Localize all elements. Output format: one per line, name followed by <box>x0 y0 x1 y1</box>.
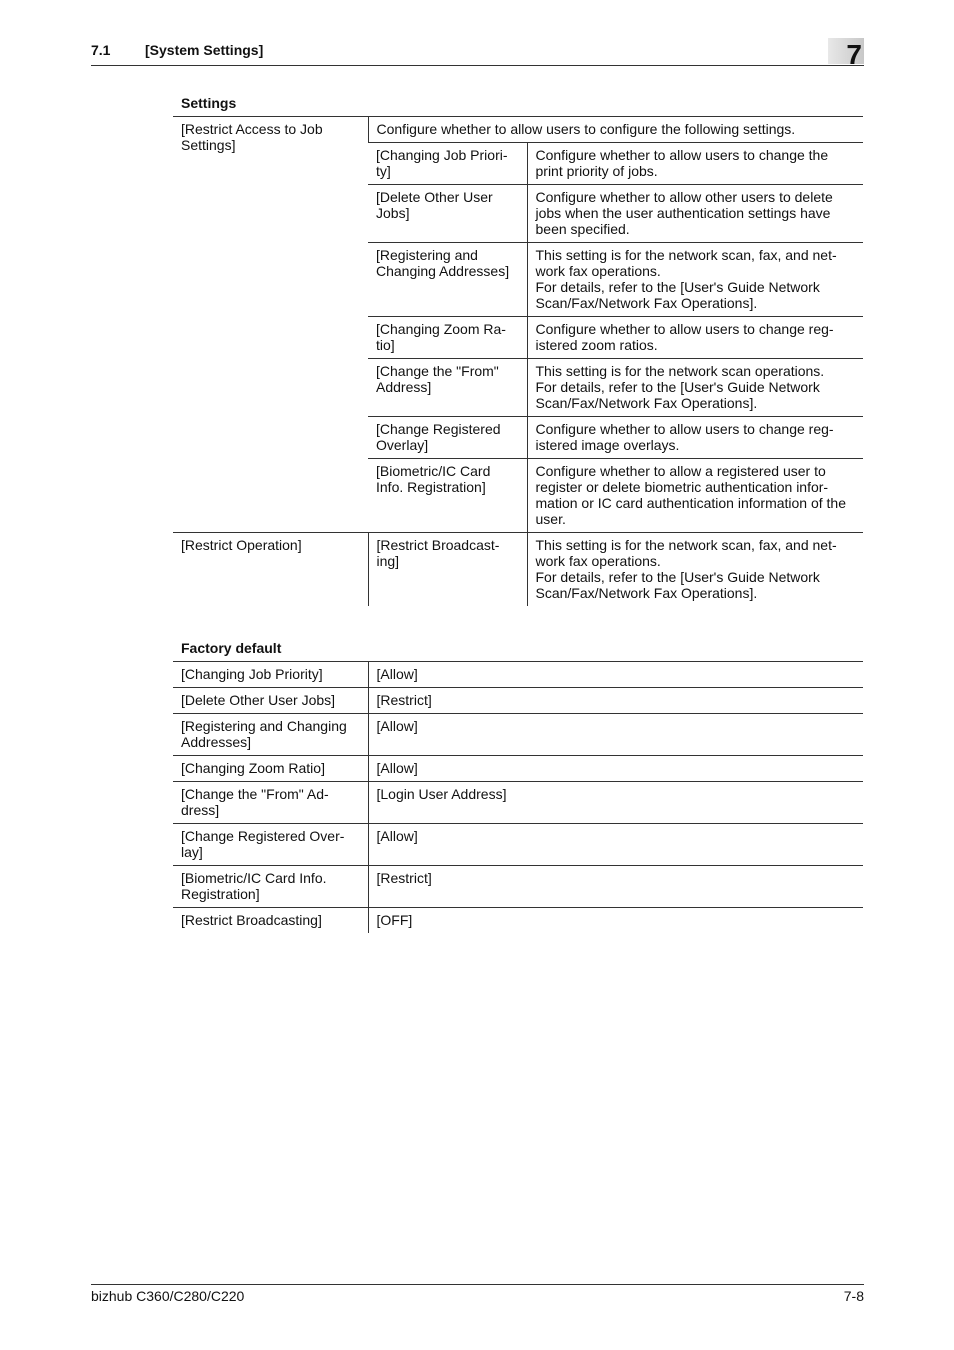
section-number: 7.1 <box>91 42 111 58</box>
setting-label: [Change Registered Overlay] <box>368 417 527 459</box>
default-setting: [Changing Job Priority] <box>173 662 368 688</box>
factory-default-heading: Factory default <box>181 640 282 656</box>
default-setting: [Changing Zoom Ratio] <box>173 756 368 782</box>
default-setting: [Change Registered Over-lay] <box>173 824 368 866</box>
page-header <box>91 39 864 70</box>
product-name: bizhub C360/C280/C220 <box>91 1288 245 1304</box>
default-value: [Login User Address] <box>368 782 863 824</box>
group-intro: Configure whether to allow users to configure the following settings. <box>368 117 863 143</box>
default-setting: [Registering and Changing Addresses] <box>173 714 368 756</box>
table-row <box>173 824 863 866</box>
chapter-number: 7 <box>846 39 862 70</box>
table-row <box>173 662 863 688</box>
section-title: [System Settings] <box>145 42 264 58</box>
default-value: [Allow] <box>368 714 863 756</box>
setting-description: This setting is for the network scan operations. For details, refer to the [User's Guide Network Scan/Fax/Network Fax Operations]. <box>527 359 863 417</box>
table-row <box>173 866 863 908</box>
default-setting: [Change the "From" Ad-dress] <box>173 782 368 824</box>
setting-label: [Change the "From" Address] <box>368 359 527 417</box>
setting-label: [Changing Job Priori-ty] <box>368 143 527 185</box>
table-row <box>173 908 863 934</box>
table-row <box>173 714 863 756</box>
chapter-tab <box>828 38 864 70</box>
setting-label: [Changing Zoom Ra-tio] <box>368 317 527 359</box>
settings-table <box>173 116 863 606</box>
setting-label: [Restrict Broadcast-ing] <box>368 533 527 607</box>
setting-label: [Biometric/IC Card Info. Registration] <box>368 459 527 533</box>
default-value: [Allow] <box>368 824 863 866</box>
setting-description: Configure whether to allow other users to delete jobs when the user authentication settings have been specified. <box>527 185 863 243</box>
setting-label: [Delete Other User Jobs] <box>368 185 527 243</box>
table-row <box>173 756 863 782</box>
table-row <box>173 533 863 607</box>
group-name: [Restrict Operation] <box>173 533 368 607</box>
table-row <box>173 688 863 714</box>
setting-description: Configure whether to allow users to change reg-istered image overlays. <box>527 417 863 459</box>
factory-default-table <box>173 661 863 933</box>
setting-description: This setting is for the network scan, fax, and net-work fax operations. For details, refer to the [User's Guide Network Scan/Fax/Network Fax Operations]. <box>527 533 863 607</box>
table-row <box>173 117 863 143</box>
setting-description: Configure whether to allow a registered user to register or delete biometric authentication infor-mation or IC card authentication information of the user. <box>527 459 863 533</box>
default-setting: [Biometric/IC Card Info. Registration] <box>173 866 368 908</box>
default-setting: [Delete Other User Jobs] <box>173 688 368 714</box>
default-value: [OFF] <box>368 908 863 934</box>
table-row <box>173 782 863 824</box>
default-value: [Restrict] <box>368 866 863 908</box>
default-value: [Allow] <box>368 756 863 782</box>
setting-label: [Registering and Changing Addresses] <box>368 243 527 317</box>
default-value: [Allow] <box>368 662 863 688</box>
page-number: 7-8 <box>843 1288 864 1304</box>
settings-heading: Settings <box>181 95 237 111</box>
page-footer <box>91 1284 864 1305</box>
default-value: [Restrict] <box>368 688 863 714</box>
group-name: [Restrict Access to Job Settings] <box>173 117 368 533</box>
setting-description: This setting is for the network scan, fax, and net-work fax operations. For details, refer to the [User's Guide Network Scan/Fax/Network Fax Operations]. <box>527 243 863 317</box>
setting-description: Configure whether to allow users to change the print priority of jobs. <box>527 143 863 185</box>
default-setting: [Restrict Broadcasting] <box>173 908 368 934</box>
setting-description: Configure whether to allow users to change reg-istered zoom ratios. <box>527 317 863 359</box>
